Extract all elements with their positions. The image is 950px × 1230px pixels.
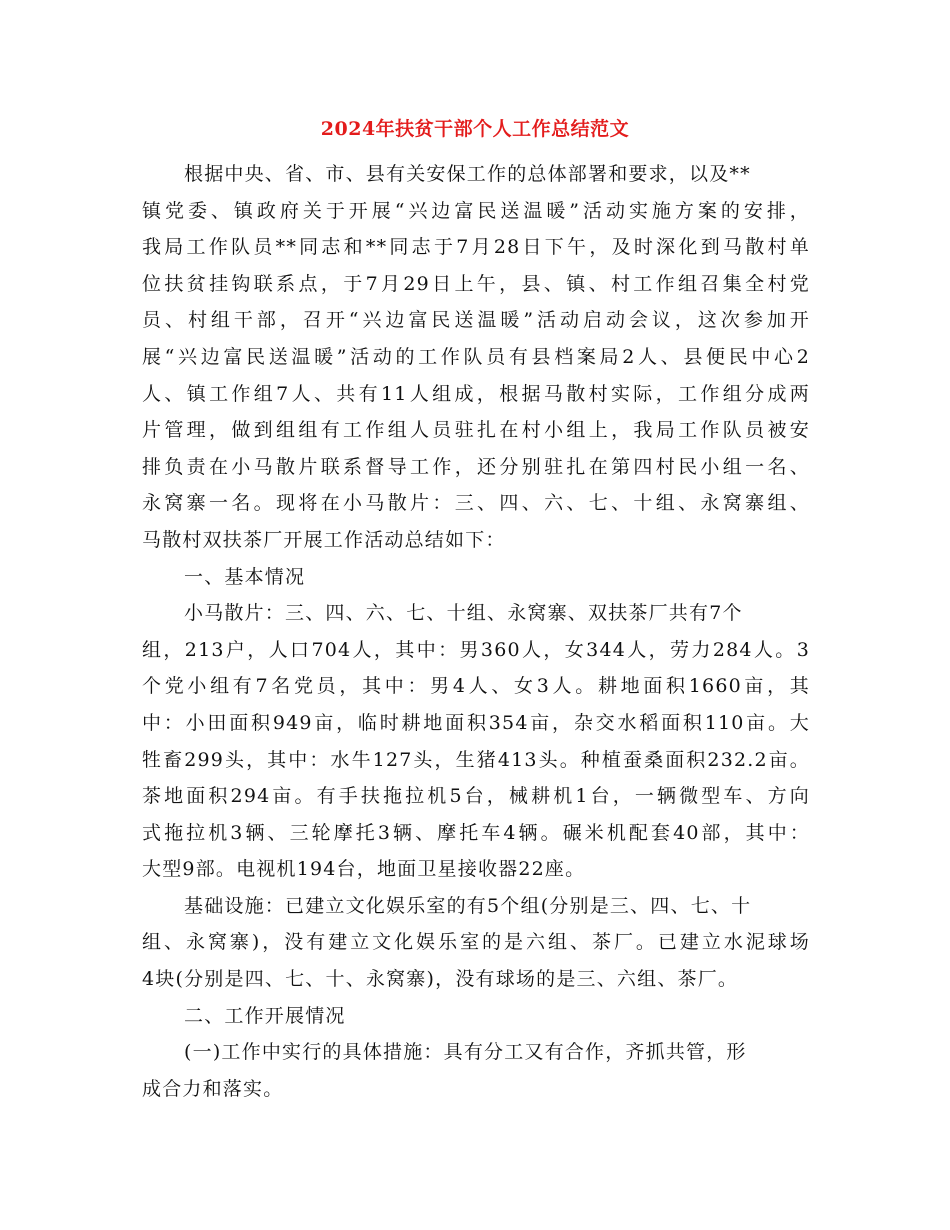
paragraph-intro <box>142 156 810 559</box>
text-line: 组，213户，人口704人，其中：男360人，女344人，劳力284人。3 <box>142 638 810 661</box>
heading-line: 二、工作开展情况 <box>184 1004 346 1027</box>
text-line: 个党小组有7名党员，其中：男4人、女3人。耕地面积1660亩，其 <box>142 675 810 698</box>
paragraph-infrastructure <box>142 888 810 998</box>
text-line: 基础设施：已建立文化娱乐室的有5个组(分别是三、四、七、十 <box>184 894 752 917</box>
text-line: 式拖拉机3辆、三轮摩托3辆、摩托车4辆。碾米机配套40部，其中： <box>142 821 810 844</box>
section-heading-work <box>142 998 810 1035</box>
section-heading-basic <box>142 559 810 596</box>
text-line: 位扶贫挂钩联系点，于7月29日上午，县、镇、村工作组召集全村党 <box>142 272 810 295</box>
document-title: 2024年扶贫干部个人工作总结范文 <box>320 118 630 140</box>
text-line: 组、永窝寨)，没有建立文化娱乐室的是六组、茶厂。已建立水泥球场 <box>142 931 810 954</box>
document-body <box>142 156 810 1107</box>
text-line: 片管理，做到组组有工作组人员驻扎在村小组上，我局工作队员被安 <box>142 419 810 442</box>
text-line: 员、村组干部，召开“兴边富民送温暖”活动启动会议，这次参加开 <box>142 309 810 332</box>
text-line: 牲畜299头，其中：水牛127头，生猪413头。种植蚕桑面积232.2亩。 <box>142 748 810 771</box>
text-line: 排负责在小马散片联系督导工作，还分别驻扎在第四村民小组一名、 <box>142 455 810 478</box>
text-line: 永窝寨一名。现将在小马散片：三、四、六、七、十组、永窝寨组、 <box>142 492 810 515</box>
text-line: 成合力和落实。 <box>142 1077 284 1100</box>
text-line: (一)工作中实行的具体措施：具有分工又有合作，齐抓共管，形 <box>184 1041 747 1064</box>
heading-line: 一、基本情况 <box>184 565 306 588</box>
text-line: 我局工作队员**同志和**同志于7月28日下午，及时深化到马散村单 <box>142 236 810 259</box>
text-line: 马散村双扶茶厂开展工作活动总结如下： <box>142 528 506 551</box>
paragraph-measures <box>142 1034 810 1107</box>
text-line: 根据中央、省、市、县有关安保工作的总体部署和要求，以及** <box>184 163 751 185</box>
text-line: 人、镇工作组7人、共有11人组成，根据马散村实际，工作组分成两 <box>142 382 810 405</box>
text-line: 展“兴边富民送温暖”活动的工作队员有县档案局2人、县便民中心2 <box>142 345 810 368</box>
text-line: 大型9部。电视机194台，地面卫星接收器22座。 <box>142 858 586 881</box>
text-line: 茶地面积294亩。有手扶拖拉机5台，械耕机1台，一辆微型车、方向 <box>142 785 810 808</box>
paragraph-basic-info <box>142 595 810 888</box>
text-line: 小马散片：三、四、六、七、十组、永窝寨、双扶茶厂共有7个 <box>184 602 743 625</box>
text-line: 中：小田面积949亩，临时耕地面积354亩，杂交水稻面积110亩。大 <box>142 711 810 734</box>
text-line: 镇党委、镇政府关于开展“兴边富民送温暖”活动实施方案的安排， <box>142 199 810 222</box>
text-line: 4块(分别是四、七、十、永窝寨)，没有球场的是三、六组、茶厂。 <box>142 968 739 991</box>
